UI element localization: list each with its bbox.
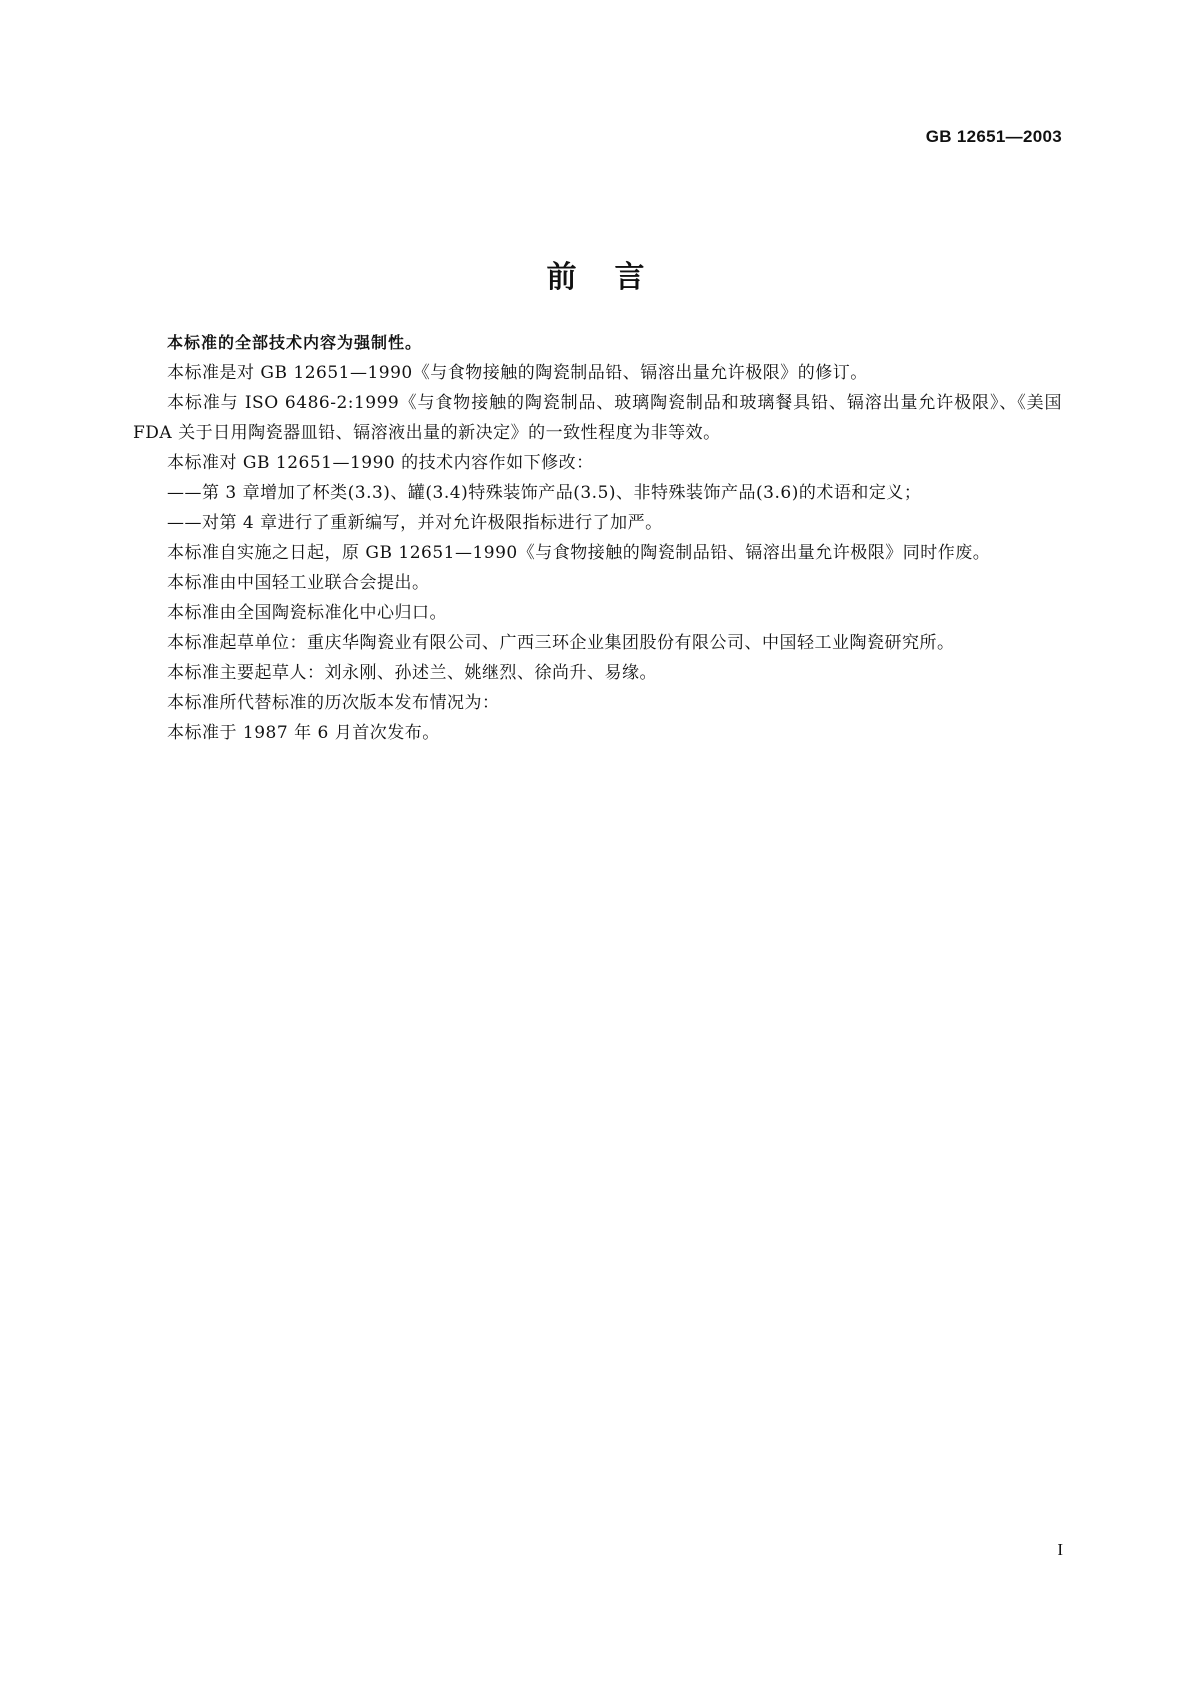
history-intro: 本标准所代替标准的历次版本发布情况为： [167,693,500,713]
drafters-statement: 本标准主要起草人：刘永刚、孙述兰、姚继烈、徐尚升、易缘。 [167,663,657,683]
page-title: 前言 [546,260,683,296]
centralizing-unit-statement: 本标准由全国陶瓷标准化中心归口。 [167,603,447,623]
change-item: ——对第 4 章进行了重新编写，并对允许极限指标进行了加严。 [167,513,663,533]
drafting-units-statement: 本标准起草单位：重庆华陶瓷业有限公司、广西三环企业集团股份有限公司、中国轻工业陶瓷研究所。 [167,633,955,653]
revision-statement: 本标准是对 GB 12651—1990《与食物接触的陶瓷制品铅、镉溶出量允许极限》的修订。 [167,363,868,383]
mandatory-statement: 本标准的全部技术内容为强制性。 [167,333,423,352]
change-item: ——第 3 章增加了杯类(3.3)、罐(3.4)特殊装饰产品(3.5)、非特殊装饰产品(3.6)的术语和定义； [167,483,922,503]
page-number: I [1057,1540,1063,1559]
equivalence-statement: 本标准与 ISO 6486-2:1999《与食物接触的陶瓷制品、玻璃陶瓷制品和玻璃餐具铅、镉溶出量允许极限》、《美国 FDA 关于日用陶瓷器皿铅、镉溶液出量的新决定》的一致性程度为非等效。 [133,393,1062,443]
history-item: 本标准于 1987 年 6 月首次发布。 [167,723,440,743]
changes-intro: 本标准对 GB 12651—1990 的技术内容作如下修改： [167,453,594,473]
proposer-statement: 本标准由中国轻工业联合会提出。 [167,573,430,593]
standard-code: GB 12651—2003 [925,127,1062,146]
supersession-statement: 本标准自实施之日起，原 GB 12651—1990《与食物接触的陶瓷制品铅、镉溶出量允许极限》同时作废。 [167,543,991,563]
foreword-body [133,328,1062,748]
